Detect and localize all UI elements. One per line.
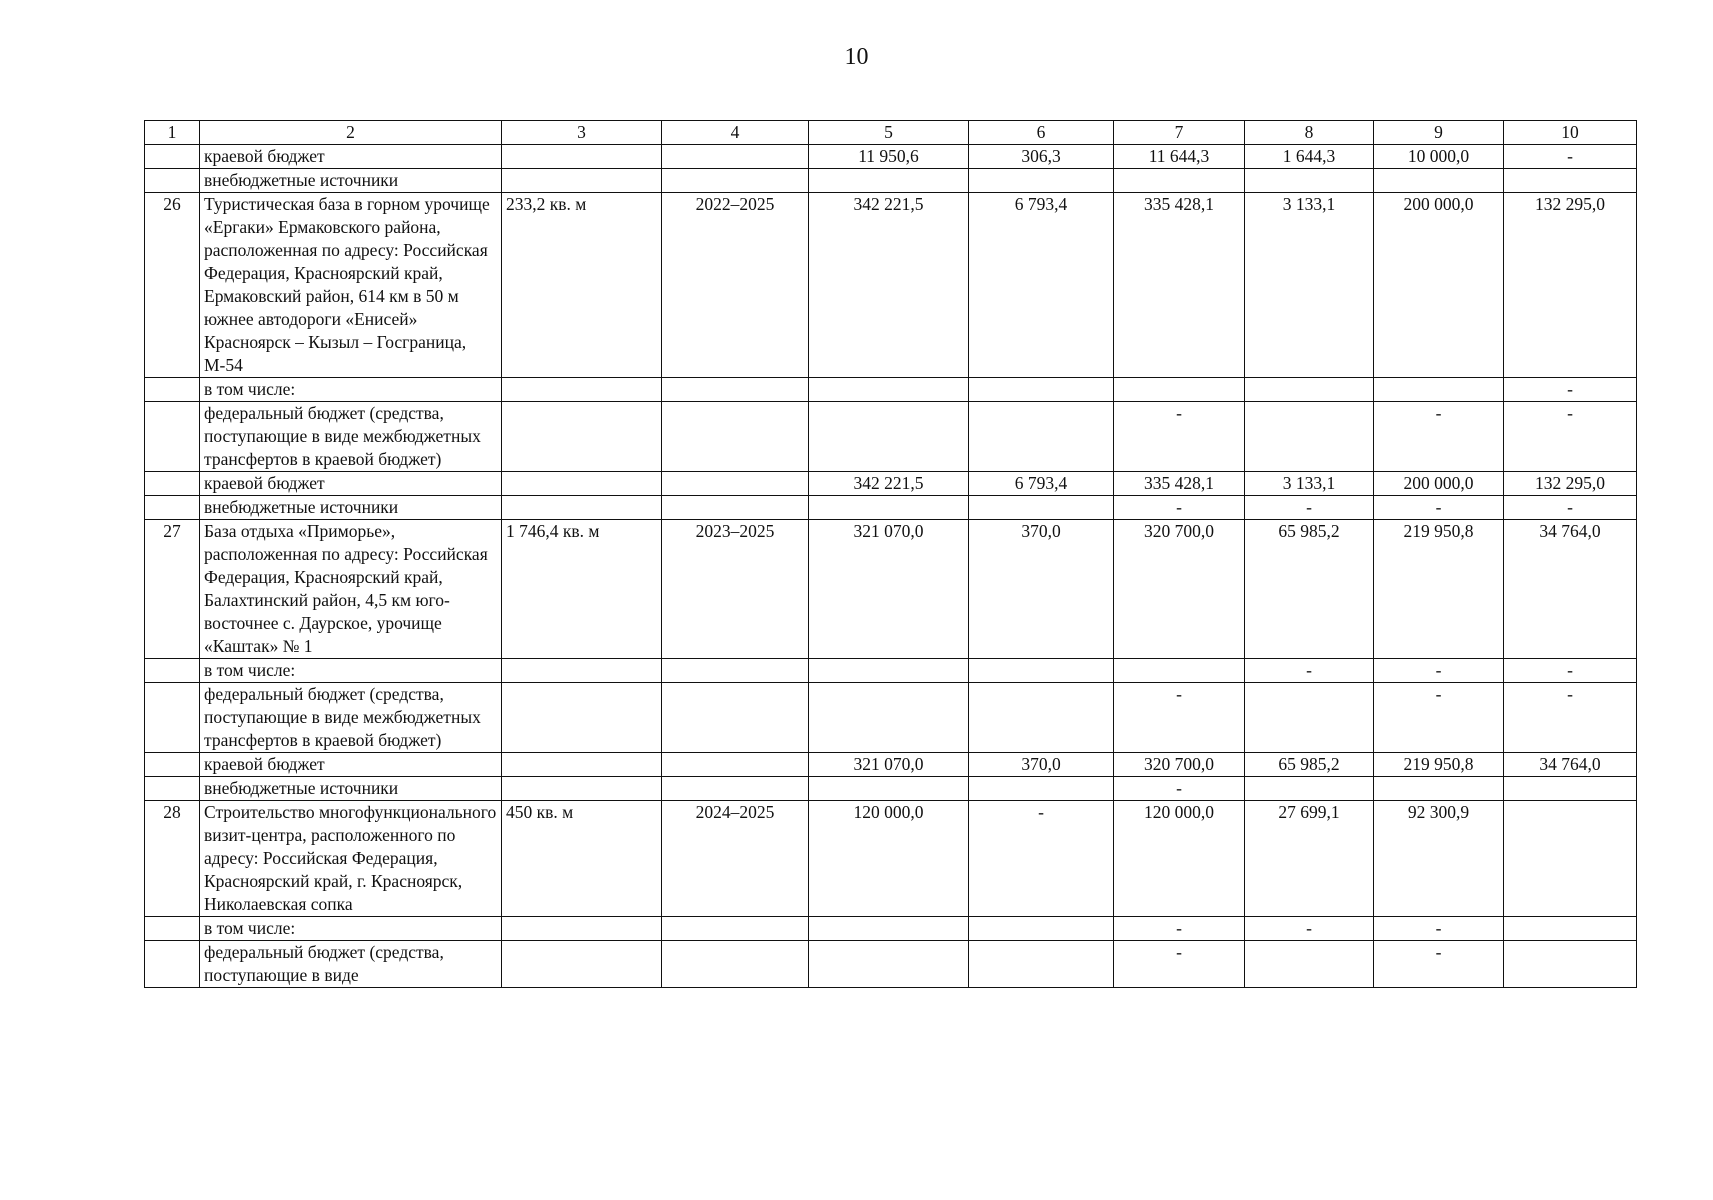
table-cell: 370,0 [969, 520, 1114, 659]
table-row [145, 520, 1637, 659]
table-cell: 34 764,0 [1504, 753, 1637, 777]
table-cell [1114, 378, 1245, 402]
table-cell: 10 000,0 [1374, 145, 1504, 169]
table-cell: 132 295,0 [1504, 193, 1637, 378]
table-cell: в том числе: [200, 917, 502, 941]
table-cell: 3 133,1 [1245, 193, 1374, 378]
table-cell [1504, 801, 1637, 917]
table-cell: 11 644,3 [1114, 145, 1245, 169]
table-cell [145, 941, 200, 988]
table-cell: 450 кв. м [502, 801, 662, 917]
table-cell: - [1504, 683, 1637, 753]
table-cell: 342 221,5 [809, 193, 969, 378]
table-cell: - [1245, 659, 1374, 683]
page-number: 10 [844, 44, 869, 70]
table-cell [662, 472, 809, 496]
table-cell: 321 070,0 [809, 753, 969, 777]
table-cell: 65 985,2 [1245, 520, 1374, 659]
table-cell [1245, 777, 1374, 801]
table-cell: федеральный бюджет (средства, поступающие в виде [200, 941, 502, 988]
table-cell [662, 402, 809, 472]
header-cell: 8 [1245, 121, 1374, 145]
table-cell [1114, 169, 1245, 193]
table-cell [969, 402, 1114, 472]
budget-table [144, 120, 1637, 988]
table-cell: 120 000,0 [809, 801, 969, 917]
table-cell [969, 378, 1114, 402]
table-cell [1245, 402, 1374, 472]
table-cell [145, 145, 200, 169]
table-cell: 219 950,8 [1374, 520, 1504, 659]
table-cell: - [1504, 659, 1637, 683]
table-cell [969, 169, 1114, 193]
table-cell [1504, 917, 1637, 941]
table-cell: - [1114, 496, 1245, 520]
table-cell [1245, 378, 1374, 402]
table-cell: краевой бюджет [200, 753, 502, 777]
table-cell [1245, 941, 1374, 988]
table-cell [502, 378, 662, 402]
table-cell [502, 145, 662, 169]
table-cell [502, 753, 662, 777]
table-cell: - [1504, 402, 1637, 472]
table-cell: - [1504, 145, 1637, 169]
table-cell: 28 [145, 801, 200, 917]
table-cell [1245, 683, 1374, 753]
header-cell: 9 [1374, 121, 1504, 145]
table-cell: 65 985,2 [1245, 753, 1374, 777]
table-cell: в том числе: [200, 378, 502, 402]
table-cell: - [1374, 659, 1504, 683]
table-cell [145, 169, 200, 193]
table-cell: Строительство многофункционального визит-центра, расположенного по адресу: Российская Федерация, Красноярский край, г. Красноярск, Николаевская сопка [200, 801, 502, 917]
table-cell: 27 699,1 [1245, 801, 1374, 917]
table-cell: 306,3 [969, 145, 1114, 169]
table-cell [502, 169, 662, 193]
table-cell: 120 000,0 [1114, 801, 1245, 917]
table-cell [662, 496, 809, 520]
table-cell: 6 793,4 [969, 193, 1114, 378]
table-row [145, 193, 1637, 378]
table-cell [1374, 169, 1504, 193]
table-cell [145, 402, 200, 472]
header-cell: 10 [1504, 121, 1637, 145]
table-cell [662, 941, 809, 988]
table-cell: - [1504, 378, 1637, 402]
table-cell [662, 145, 809, 169]
table-cell [809, 683, 969, 753]
table-cell: внебюджетные источники [200, 496, 502, 520]
table-cell: 200 000,0 [1374, 193, 1504, 378]
table-row [145, 777, 1637, 801]
table-cell [1374, 777, 1504, 801]
table-cell [809, 378, 969, 402]
table-cell: Туристическая база в горном урочище «Ергаки» Ермаковского района, расположенная по адресу: Российская Федерация, Красноярский край, Ермаковский район, 614 км в 50 м южнее автодороги «Енисей» Красноярск – Кызыл – Госграница, М-54 [200, 193, 502, 378]
header-cell: 6 [969, 121, 1114, 145]
table-cell: 233,2 кв. м [502, 193, 662, 378]
table-cell: 3 133,1 [1245, 472, 1374, 496]
table-cell: 27 [145, 520, 200, 659]
table-cell: 2024–2025 [662, 801, 809, 917]
table-row [145, 496, 1637, 520]
table-cell [502, 683, 662, 753]
table-cell: - [1114, 917, 1245, 941]
table-cell [969, 941, 1114, 988]
table-cell [809, 917, 969, 941]
table-cell: 320 700,0 [1114, 753, 1245, 777]
table-cell [145, 472, 200, 496]
table-cell: 200 000,0 [1374, 472, 1504, 496]
table-cell [662, 777, 809, 801]
table-cell: 92 300,9 [1374, 801, 1504, 917]
table-cell [969, 683, 1114, 753]
table-cell [969, 659, 1114, 683]
table-cell [145, 777, 200, 801]
table-cell: 370,0 [969, 753, 1114, 777]
table-cell: 219 950,8 [1374, 753, 1504, 777]
table-cell [969, 496, 1114, 520]
table-cell: 321 070,0 [809, 520, 969, 659]
table-cell: - [1114, 683, 1245, 753]
table-cell: 132 295,0 [1504, 472, 1637, 496]
table-row [145, 941, 1637, 988]
table-cell: - [1114, 402, 1245, 472]
table-cell: - [1374, 402, 1504, 472]
table-cell: 342 221,5 [809, 472, 969, 496]
table-row [145, 801, 1637, 917]
header-cell: 4 [662, 121, 809, 145]
table-cell: 335 428,1 [1114, 472, 1245, 496]
table-cell [1504, 777, 1637, 801]
table-cell [662, 169, 809, 193]
table-cell [809, 402, 969, 472]
table-cell [502, 402, 662, 472]
table-cell [809, 659, 969, 683]
table-cell: 1 644,3 [1245, 145, 1374, 169]
table-cell [809, 777, 969, 801]
table-cell [502, 472, 662, 496]
table-cell: федеральный бюджет (средства, поступающие в виде межбюджетных трансфертов в краевой бюджет) [200, 683, 502, 753]
table-cell [502, 917, 662, 941]
table-cell: - [1374, 941, 1504, 988]
table-cell [1374, 378, 1504, 402]
table-cell: - [1374, 917, 1504, 941]
table-cell: - [1504, 496, 1637, 520]
header-cell: 7 [1114, 121, 1245, 145]
table-cell [1504, 941, 1637, 988]
table-cell [969, 917, 1114, 941]
table-cell: - [1245, 917, 1374, 941]
table-cell [502, 496, 662, 520]
table-cell: - [1374, 496, 1504, 520]
table-row [145, 169, 1637, 193]
table-row [145, 472, 1637, 496]
table-row [145, 659, 1637, 683]
table-cell: - [1114, 941, 1245, 988]
table-cell [145, 683, 200, 753]
table-cell: внебюджетные источники [200, 777, 502, 801]
table-cell: 335 428,1 [1114, 193, 1245, 378]
header-row [145, 121, 1637, 145]
table-cell: 34 764,0 [1504, 520, 1637, 659]
header-cell: 3 [502, 121, 662, 145]
table-cell [809, 941, 969, 988]
table-cell [502, 777, 662, 801]
table-cell: федеральный бюджет (средства, поступающие в виде межбюджетных трансфертов в краевой бюджет) [200, 402, 502, 472]
header-cell: 5 [809, 121, 969, 145]
table-cell [502, 941, 662, 988]
table-cell [145, 378, 200, 402]
table-cell: 320 700,0 [1114, 520, 1245, 659]
table-cell: 2023–2025 [662, 520, 809, 659]
table-row [145, 753, 1637, 777]
table-cell: - [969, 801, 1114, 917]
table-cell [1114, 659, 1245, 683]
table-cell [145, 659, 200, 683]
table-cell: краевой бюджет [200, 145, 502, 169]
table-cell [809, 496, 969, 520]
table-cell [145, 753, 200, 777]
table-cell: База отдыха «Приморье», расположенная по адресу: Российская Федерация, Красноярский край, Балахтинский район, 4,5 км юго-восточнее с. Даурское, урочище «Каштак» № 1 [200, 520, 502, 659]
table-cell: - [1245, 496, 1374, 520]
table-row [145, 402, 1637, 472]
table-row [145, 917, 1637, 941]
table-cell [969, 777, 1114, 801]
table-cell [1245, 169, 1374, 193]
table-cell [809, 169, 969, 193]
table-row [145, 378, 1637, 402]
table-cell: 11 950,6 [809, 145, 969, 169]
table-cell [502, 659, 662, 683]
table-cell: 6 793,4 [969, 472, 1114, 496]
table-cell: - [1374, 683, 1504, 753]
header-cell: 2 [200, 121, 502, 145]
table-row [145, 145, 1637, 169]
table-cell: 2022–2025 [662, 193, 809, 378]
table-cell [662, 917, 809, 941]
table-cell: 1 746,4 кв. м [502, 520, 662, 659]
table-cell: в том числе: [200, 659, 502, 683]
table-cell: внебюджетные источники [200, 169, 502, 193]
table-cell [662, 683, 809, 753]
table-row [145, 683, 1637, 753]
table-cell [662, 659, 809, 683]
table-cell [1504, 169, 1637, 193]
table-cell: - [1114, 777, 1245, 801]
table-cell [145, 917, 200, 941]
table-cell: 26 [145, 193, 200, 378]
table-cell [662, 378, 809, 402]
header-cell: 1 [145, 121, 200, 145]
table-cell [662, 753, 809, 777]
table-cell [145, 496, 200, 520]
table-cell: краевой бюджет [200, 472, 502, 496]
